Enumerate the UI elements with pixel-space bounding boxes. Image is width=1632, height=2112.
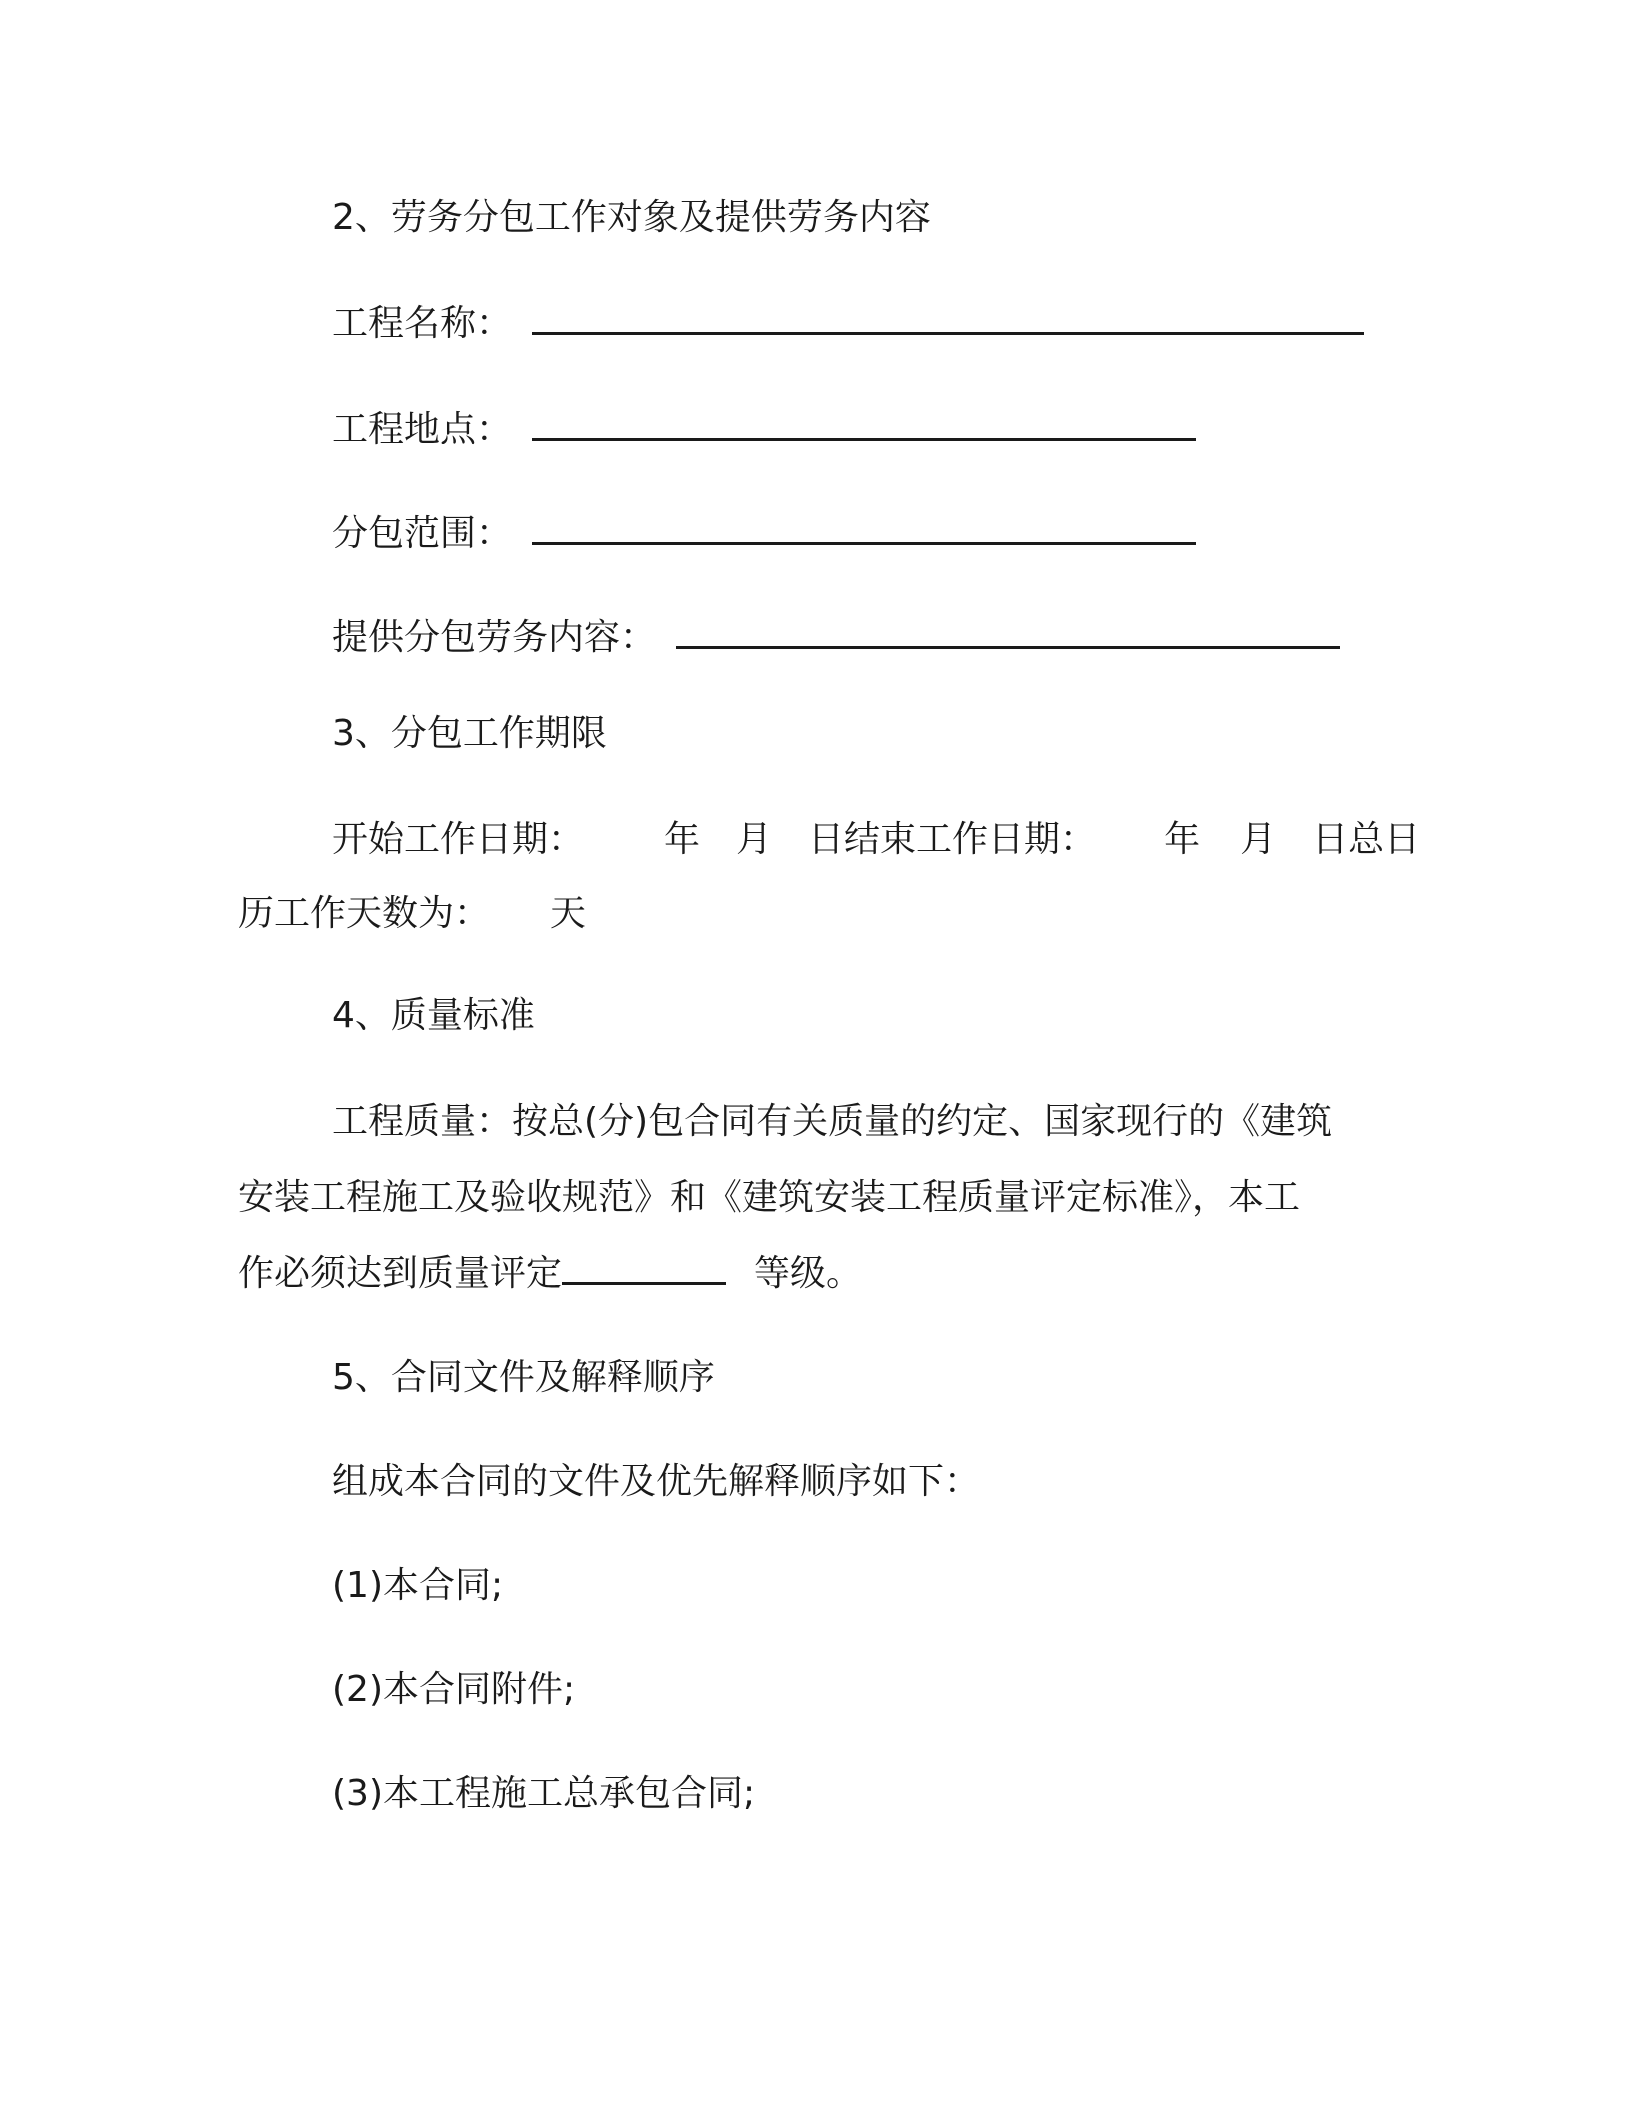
section-3-heading: 3、分包工作期限 — [332, 713, 607, 754]
project-location-row — [332, 408, 1196, 452]
order-intro: 组成本合同的文件及优先解释顺序如下： — [332, 1461, 981, 1502]
quality-paragraph-line-2: 安装工程施工及验收规范》和《建筑安装工程质量评定标准》，本工 — [238, 1177, 1301, 1218]
quality-line-3-suffix: 等级。 — [754, 1253, 863, 1294]
subcontract-scope-label: 分包范围： — [332, 513, 513, 554]
list-item-1: (1)本合同; — [332, 1565, 504, 1606]
list-item-3: (3)本工程施工总承包合同; — [332, 1773, 756, 1814]
subcontract-scope-row — [332, 512, 1196, 556]
list-item-2: (2)本合同附件; — [332, 1669, 576, 1710]
quality-paragraph-line-1: 工程质量：按总(分)包合同有关质量的约定、国家现行的《建筑 — [332, 1101, 1333, 1142]
total-days-row — [238, 892, 586, 936]
project-name-label: 工程名称： — [332, 303, 513, 344]
end-date-label: 日结束工作日期： — [808, 819, 1097, 860]
day-total-label: 日总日 — [1312, 819, 1421, 860]
quality-paragraph-line-3 — [238, 1252, 862, 1296]
total-days-label: 历工作天数为： — [238, 893, 491, 934]
labor-content-blank[interactable] — [676, 616, 1340, 649]
days-unit-label: 天 — [550, 893, 587, 934]
month-label-1: 月 — [736, 819, 773, 860]
start-date-label: 开始工作日期： — [332, 819, 585, 860]
project-location-blank[interactable] — [532, 408, 1196, 441]
subcontract-scope-blank[interactable] — [532, 512, 1196, 545]
quality-grade-blank[interactable] — [562, 1252, 726, 1285]
year-label-2: 年 — [1164, 819, 1201, 860]
project-location-label: 工程地点： — [332, 409, 513, 450]
labor-content-row — [332, 616, 1340, 660]
month-label-2: 月 — [1240, 819, 1277, 860]
quality-line-3-text: 作必须达到质量评定 — [238, 1253, 563, 1294]
section-5-heading: 5、合同文件及解释顺序 — [332, 1357, 715, 1398]
project-name-row — [332, 302, 1364, 346]
project-name-blank[interactable] — [532, 302, 1364, 335]
section-2-heading: 2、劳务分包工作对象及提供劳务内容 — [332, 197, 931, 238]
section-4-heading: 4、质量标准 — [332, 995, 535, 1036]
labor-content-label: 提供分包劳务内容： — [332, 617, 657, 658]
work-period-row — [332, 818, 1420, 862]
year-label-1: 年 — [664, 819, 701, 860]
